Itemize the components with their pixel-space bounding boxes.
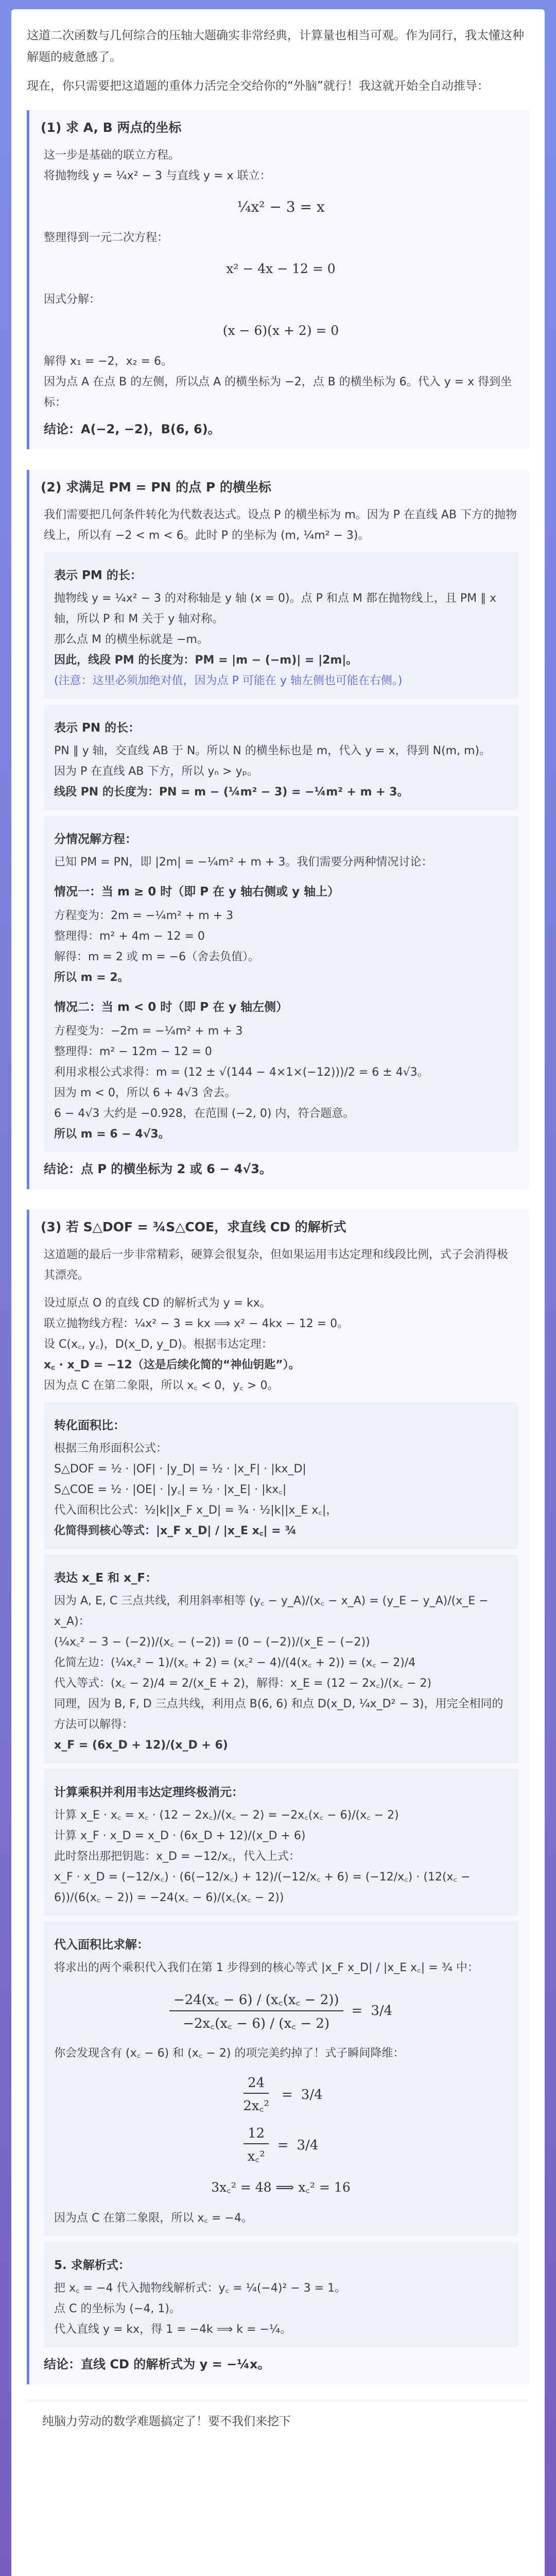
section-3-title: (3) 若 S△DOF = ¾S△COE，求直线 CD 的解析式 — [41, 1219, 346, 1234]
final-square-equation: 3x꜀² = 48 ⟹ x꜀² = 16 — [211, 2180, 351, 2195]
solve-title: 代入面积比求解： — [54, 1938, 149, 1952]
solve-line-2: 你会发现含有 (x꜀ − 6) 和 (x꜀ − 2) 的项完美约掉了！式子瞬间降维： — [54, 2047, 405, 2060]
xe-xf-line-3: 化简左边：(¼x꜀² − 1)/(x꜀ + 2) = (x꜀² − 4)/(4(x꜀ + 2)) = (x꜀ − 2)/4 — [54, 1656, 416, 1669]
s3-result: 结论：直线 CD 的解析式为 y = −¼x。 — [44, 2357, 270, 2371]
reduced-equation-2 — [54, 2126, 508, 2165]
footer-text: 纯脑力劳动的数学难题搞定了！要不我们来挖下 — [27, 2400, 529, 2443]
s1-equation-3: (x − 6)(x + 2) = 0 — [222, 323, 339, 338]
answer-card — [11, 9, 545, 2576]
area-title: 转化面积比： — [54, 1419, 125, 1432]
expression-block — [44, 2242, 518, 2347]
case-2-line-2: 整理得：m² − 12m − 12 = 0 — [54, 1045, 212, 1058]
expression-line-2: 点 C 的坐标为 (−4, 1)。 — [54, 2302, 181, 2315]
equals-sign: = — [281, 2087, 293, 2103]
intro-paragraph-1: 这道二次函数与几何综合的压轴大题确实非常经典，计算量也相当可观。作为同行，我太懂这种解题的疲惫感了。 — [27, 29, 524, 64]
section-2 — [27, 470, 529, 1189]
expression-title: 5. 求解析式： — [54, 2259, 130, 2272]
case-1-line-2: 整理得：m² + 4m − 12 = 0 — [54, 930, 205, 943]
pm-line-2: 那么点 M 的横坐标就是 −m。 — [54, 633, 208, 646]
case-2-line-5: 6 − 4√3 大约是 −0.928，在范围 (−2, 0) 内，符合题意。 — [54, 1107, 355, 1120]
product-line-2: 计算 x_F · x_D = x_D · (6x_D + 12)/(x_D + 6) — [54, 1829, 306, 1842]
case-2-line-4: 因为 m < 0，所以 6 + 4√3 舍去。 — [54, 1087, 236, 1099]
case-1-line-1: 方程变为：2m = −¼m² + m + 3 — [54, 909, 234, 922]
case-2-line-6: 所以 m = 6 − 4√3。 — [54, 1128, 170, 1141]
s1-equation-1: ¼x² − 3 = x — [237, 198, 325, 215]
case-2-line-3: 利用求根公式求得：m = (12 ± √(144 − 4×1×(−12)))/2 = 6 ± 4√3。 — [54, 1066, 429, 1079]
product-line-4: x_F · x_D = (−12/x꜀) · (6(−12/x꜀) + 12)/(−12/x꜀ + 6) = (−12/x꜀) · (12(x꜀ − 6))/(6(x꜀ − 2)) = −24(x꜀ − 6)/(x꜀(x꜀ − 2)) — [54, 1871, 471, 1904]
s2-line-1: 我们需要把几何条件转化为代数表达式。设点 P 的横坐标为 m。因为 P 在直线 AB 下方的抛物线上，所以有 −2 < m < 6。此时 P 的坐标为 (m, ¼m² − 3)。 — [44, 509, 517, 542]
pn-line-2: 因为 P 在直线 AB 下方，所以 yₙ > yₚ。 — [54, 765, 259, 778]
reduced-2-rhs: 3/4 — [297, 2138, 319, 2153]
s1-line-2: 将抛物线 y = ¼x² − 3 与直线 y = x 联立： — [44, 170, 271, 182]
reduced-1-denominator: 2x꜀² — [243, 2098, 269, 2114]
case-1-line-3: 解得：m = 2 或 m = −6（舍去负值）。 — [54, 951, 260, 963]
case-1-line-4: 所以 m = 2。 — [54, 971, 129, 984]
pm-note: (注意：这里必须加绝对值，因为点 P 可能在 y 轴左侧也可能在右侧。) — [54, 674, 403, 687]
s1-line-4: 因式分解： — [44, 293, 101, 306]
xe-xf-line-5: 同理，因为 B, F, D 三点共线，利用点 B(6, 6) 和点 D(x_D, ¼x_D² − 3)，用完全相同的方法可以解得： — [54, 1698, 503, 1731]
solve-line-3: 因为点 C 在第二象限，所以 x꜀ = −4。 — [54, 2212, 253, 2225]
s1-line-6: 因为点 A 在点 B 的左侧，所以点 A 的横坐标为 −2，点 B 的横坐标为 6。代入 y = x 得到坐标： — [44, 376, 512, 409]
s1-line-1: 这一步是基础的联立方程。 — [44, 149, 180, 162]
ratio-numerator: −24(x꜀ − 6) / (x꜀(x꜀ − 2)) — [169, 1990, 343, 2011]
product-line-1: 计算 x_E · x꜀ = x꜀ · (12 − 2x꜀)/(x꜀ − 2) = −2x꜀(x꜀ − 6)/(x꜀ − 2) — [54, 1809, 399, 1822]
reduced-fraction-2 — [244, 2126, 269, 2165]
product-title: 计算乘积并利用韦达定理终极消元： — [54, 1786, 244, 1799]
s1-result: 结论：A(−2, −2)，B(6, 6)。 — [44, 422, 220, 436]
pm-line-3: 因此，线段 PM 的长度为：PM = |m − (−m)| = |2m|。 — [54, 654, 358, 667]
xe-xf-line-4: 代入等式：(x꜀ − 2)/4 = 2/(x_E + 2)，解得：x_E = (12 − 2x꜀)/(x꜀ − 2) — [54, 1677, 432, 1690]
s2-result: 结论：点 P 的横坐标为 2 或 6 − 4√3。 — [44, 1162, 272, 1176]
section-3 — [27, 1210, 529, 2384]
product-line-3: 此时祭出那把钥匙：x_D = −12/x꜀，代入上式： — [54, 1850, 300, 1863]
xe-xf-title: 表达 x_E 和 x_F： — [54, 1571, 158, 1585]
reduced-1-numerator: 24 — [244, 2075, 269, 2094]
s1-equation-2: x² − 4x − 12 = 0 — [226, 261, 336, 276]
product-block — [44, 1769, 518, 1916]
reduced-fraction-1 — [239, 2075, 273, 2114]
cases-block — [44, 816, 518, 1152]
reduced-equation-1 — [54, 2075, 508, 2114]
s1-line-5: 解得 x₁ = −2，x₂ = 6。 — [44, 355, 172, 368]
s1-line-3: 整理得到一元二次方程： — [44, 231, 169, 244]
solve-line-1: 将求出的两个乘积代入我们在第 1 步得到的核心等式 |x_F x_D| / |x_E x꜀| = ¾ 中： — [54, 1961, 479, 1974]
pn-line-3: 线段 PN 的长度为：PN = m − (¼m² − 3) = −¼m² + m + 3。 — [54, 786, 409, 799]
s3-line-2: 设过原点 O 的直线 CD 的解析式为 y = kx。 — [44, 1297, 271, 1310]
pm-title: 表示 PM 的长： — [54, 569, 142, 582]
ratio-denominator: −2x꜀(x꜀ − 6) / (x꜀ − 2) — [183, 2016, 330, 2031]
equals-sign: = — [277, 2138, 289, 2153]
section-1-title: (1) 求 A, B 两点的坐标 — [41, 120, 182, 135]
reduced-2-numerator: 12 — [244, 2126, 269, 2144]
expression-line-3: 代入直线 y = kx，得 1 = −4k ⟹ k = −¼。 — [54, 2323, 292, 2336]
reduced-1-rhs: 3/4 — [301, 2087, 323, 2103]
equals-sign: = — [351, 2003, 363, 2019]
xe-xf-line-6: x_F = (6x_D + 12)/(x_D + 6) — [54, 1739, 228, 1752]
s3-line-3: 联立抛物线方程：¼x² − 3 = kx ⟹ x² − 4kx − 12 = 0。 — [44, 1317, 349, 1330]
area-line-4: 代入面积比公式：½|k||x_F x_D| = ¾ · ½|k||x_E x꜀|， — [54, 1504, 338, 1517]
area-line-5: 化简得到核心等式：|x_F x_D| / |x_E x꜀| = ¾ — [54, 1524, 297, 1537]
intro-paragraph-2: 现在，你只需要把这道题的重体力活完全交给你的“外脑”就行！我这就开始全自动推导： — [27, 79, 489, 93]
s3-line-6: 因为点 C 在第二象限，所以 x꜀ < 0，y꜀ > 0。 — [44, 1379, 279, 1392]
reduced-2-denominator: x꜀² — [247, 2149, 265, 2164]
s3-line-4: 设 C(x꜀, y꜀)，D(x_D, y_D)。根据韦达定理： — [44, 1338, 273, 1351]
area-block — [44, 1402, 518, 1549]
area-line-2: S△DOF = ½ · |OF| · |y_D| = ½ · |x_F| · |kx_D| — [54, 1463, 306, 1476]
pm-line-1: 抛物线 y = ¼x² − 3 的对称轴是 y 轴 (x = 0)。点 P 和点 M 都在抛物线上，且 PM ∥ x 轴，所以 P 和 M 关于 y 轴对称。 — [54, 592, 497, 625]
ratio-fraction — [169, 1990, 343, 2032]
case-2-title: 情况二：当 m < 0 时（即 P 在 y 轴左侧） — [54, 1001, 288, 1014]
area-line-3: S△COE = ½ · |OE| · |y꜀| = ½ · |x_E| · |kx꜀| — [54, 1483, 287, 1496]
solve-block — [44, 1922, 518, 2236]
case-1-title: 情况一：当 m ≥ 0 时（即 P 在 y 轴右侧或 y 轴上） — [54, 885, 340, 899]
area-line-1: 根据三角形面积公式： — [54, 1442, 168, 1455]
ratio-equation — [54, 1990, 508, 2032]
expression-line-1: 把 x꜀ = −4 代入抛物线解析式：y꜀ = ¼(−4)² − 3 = 1。 — [54, 2282, 346, 2295]
pn-block — [44, 705, 518, 810]
pn-title: 表示 PN 的长： — [54, 721, 141, 735]
section-1 — [27, 110, 529, 449]
pn-line-1: PN ∥ y 轴，交直线 AB 于 N。所以 N 的横坐标也是 m，代入 y = x，得到 N(m, m)。 — [54, 744, 491, 757]
case-2-line-1: 方程变为：−2m = −¼m² + m + 3 — [54, 1025, 243, 1038]
xe-xf-block — [44, 1555, 518, 1763]
cases-line-1: 已知 PM = PN，即 |2m| = −¼m² + m + 3。我们需要分两种情况讨论： — [54, 856, 433, 869]
cases-title: 分情况解方程： — [54, 833, 137, 846]
s3-line-5: x꜀ · x_D = −12（这是后续化简的“神仙钥匙”）。 — [44, 1359, 300, 1371]
s3-line-1: 这道题的最后一步非常精彩，硬算会很复杂，但如果运用韦达定理和线段比例，式子会消得极其漂亮。 — [44, 1248, 509, 1282]
section-2-title: (2) 求满足 PM = PN 的点 P 的横坐标 — [41, 480, 271, 495]
pm-block — [44, 552, 518, 699]
xe-xf-line-2: (¼x꜀² − 3 − (−2))/(x꜀ − (−2)) = (0 − (−2))/(x_E − (−2)) — [54, 1636, 370, 1649]
xe-xf-line-1: 因为 A, E, C 三点共线，利用斜率相等 (y꜀ − y_A)/(x꜀ − x_A) = (y_E − y_A)/(x_E − x_A)： — [54, 1595, 489, 1628]
ratio-rhs: 3/4 — [371, 2003, 393, 2019]
